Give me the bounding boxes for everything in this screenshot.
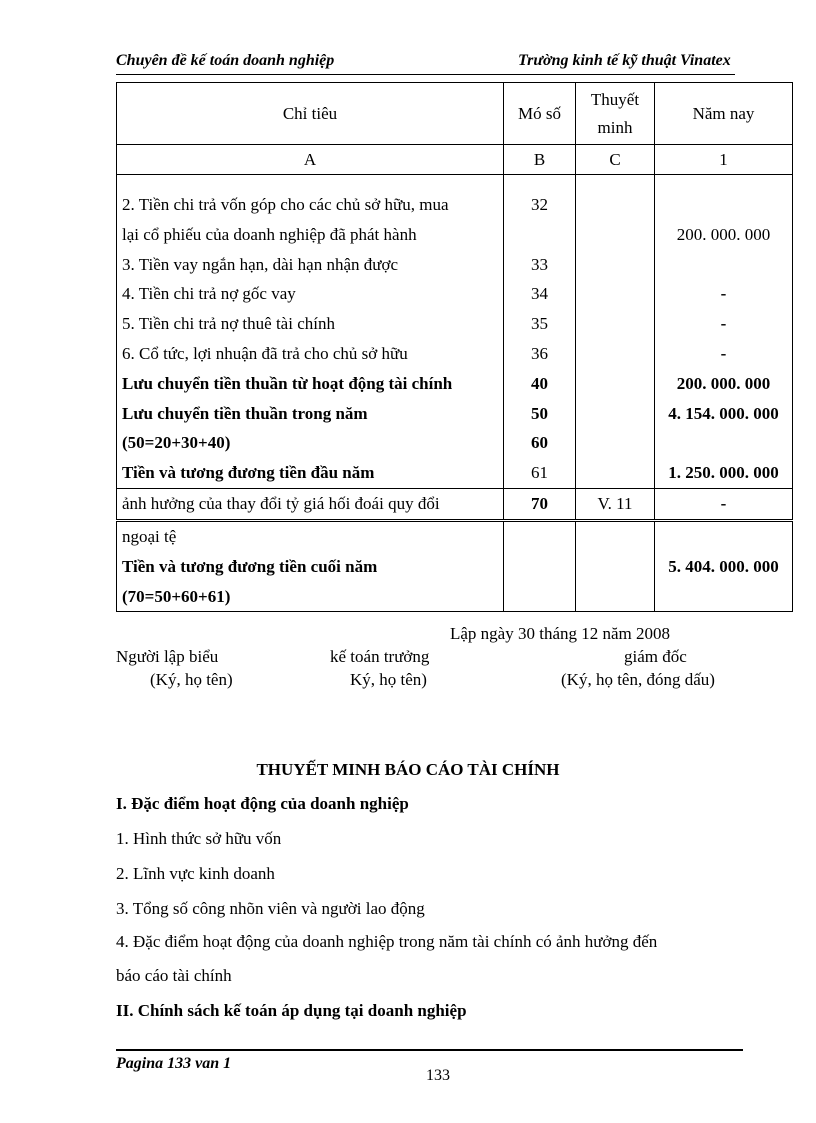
- accountant-title: kế toán trưởng: [330, 647, 430, 666]
- director-title: giám đốc: [624, 647, 687, 666]
- row-label: 5. Tiền chi trả nợ thuê tài chính: [122, 314, 335, 334]
- footer-divider: [116, 1049, 743, 1051]
- preparer-title: Người lập biểu: [116, 647, 219, 666]
- row-label: 3. Tiền vay ngắn hạn, dài hạn nhận được: [122, 254, 398, 274]
- row-value: 1. 250. 000. 000: [668, 463, 779, 483]
- header-nam-nay: Năm nay: [655, 83, 793, 145]
- row-value: [657, 428, 790, 458]
- header-left-title: Chuyên đề kế toán doanh nghiệp: [116, 52, 335, 69]
- footer-left: Pagina 133 van 1: [116, 1055, 232, 1072]
- row-value: -: [655, 488, 793, 520]
- table-row-exchange: [117, 488, 793, 520]
- letter-b: B: [504, 145, 576, 175]
- page-number: 133: [426, 1067, 450, 1084]
- row-code: 61: [531, 463, 548, 483]
- table-body-block-2: [117, 520, 793, 611]
- letter-c: C: [576, 145, 655, 175]
- row-label: (70=50+60+61): [122, 586, 231, 606]
- section-item-3: 3. Tổng số công nhõn viên và người lao động: [116, 899, 425, 918]
- report-date: Lập ngày 30 tháng 12 năm 2008: [450, 624, 671, 643]
- row-value: 5. 404. 000. 000: [668, 556, 779, 576]
- accountant-sign: Ký, họ tên): [350, 670, 427, 689]
- row-label: Tiền và tương đương tiền đầu năm: [122, 463, 375, 483]
- row-code: 60: [531, 433, 548, 453]
- row-code: 70: [504, 488, 576, 520]
- row-label: 6. Cổ tức, lợi nhuận đã trả cho chủ sở hữu: [122, 343, 408, 363]
- section-heading-1: I. Đặc điểm hoạt động của doanh nghiệp: [116, 794, 409, 813]
- director-sign: (Ký, họ tên, đóng dấu): [561, 670, 715, 689]
- row-label: ngoại tệ: [122, 526, 177, 546]
- header-thuyet-minh: Thuyết minh: [576, 83, 655, 145]
- row-value: -: [720, 343, 727, 363]
- header-chi-tieu: Chỉ tiêu: [117, 83, 504, 145]
- row-code: 35: [531, 314, 548, 334]
- section-item-4a: 4. Đặc điểm hoạt động của doanh nghiệp trong năm tài chính có ảnh hưởng đến: [116, 932, 658, 951]
- header-ma-so: Mó số: [504, 83, 576, 145]
- row-value: [657, 250, 790, 280]
- row-code: 34: [531, 284, 548, 304]
- row-label: ảnh hưởng của thay đổi tỷ giá hối đoái quy đổi: [117, 488, 504, 520]
- row-label: lại cổ phiếu của doanh nghiệp đã phát hành: [122, 224, 417, 244]
- section-item-1: 1. Hình thức sở hữu vốn: [116, 829, 282, 848]
- row-code: 40: [531, 373, 548, 393]
- row-code: 33: [531, 254, 548, 274]
- section-item-2: 2. Lĩnh vực kinh doanh: [116, 864, 275, 883]
- row-label: (50=20+30+40): [122, 433, 231, 453]
- row-code: [509, 220, 570, 250]
- row-value: 4. 154. 000. 000: [668, 403, 779, 423]
- row-label: Lưu chuyển tiền thuần từ hoạt động tài chính: [122, 373, 453, 393]
- row-value: 200. 000. 000: [676, 224, 771, 244]
- row-code: 32: [531, 195, 548, 214]
- row-value: [657, 190, 790, 220]
- row-code: 50: [531, 403, 548, 423]
- section-item-4b: báo cáo tài chính: [116, 966, 232, 985]
- row-value: -: [720, 314, 727, 334]
- letter-d: 1: [655, 145, 793, 175]
- row-value: -: [720, 284, 727, 304]
- row-code: 36: [531, 343, 548, 363]
- row-label: Tiền và tương đương tiền cuối năm: [122, 556, 378, 576]
- cash-flow-table: [116, 82, 793, 612]
- row-label: 2. Tiền chi trả vốn góp cho các chủ sở hữu, mua: [122, 195, 449, 214]
- letter-a: A: [117, 145, 504, 175]
- section-title: THUYẾT MINH BÁO CÁO TÀI CHÍNH: [256, 760, 560, 779]
- row-label: 4. Tiền chi trả nợ gốc vay: [122, 284, 296, 304]
- header-divider: [116, 74, 735, 75]
- preparer-sign: (Ký, họ tên): [150, 670, 233, 689]
- section-heading-2: II. Chính sách kế toán áp dụng tại doanh nghiệp: [116, 1001, 467, 1020]
- table-header-row: [117, 83, 793, 145]
- header-right-title: Trường kinh tế kỹ thuật Vinatex: [518, 52, 731, 69]
- row-value: 200. 000. 000: [676, 373, 771, 393]
- table-letter-row: [117, 145, 793, 175]
- table-body-block-1: [117, 175, 793, 489]
- row-note: V. 11: [576, 488, 655, 520]
- row-label: Lưu chuyển tiền thuần trong năm: [122, 403, 368, 423]
